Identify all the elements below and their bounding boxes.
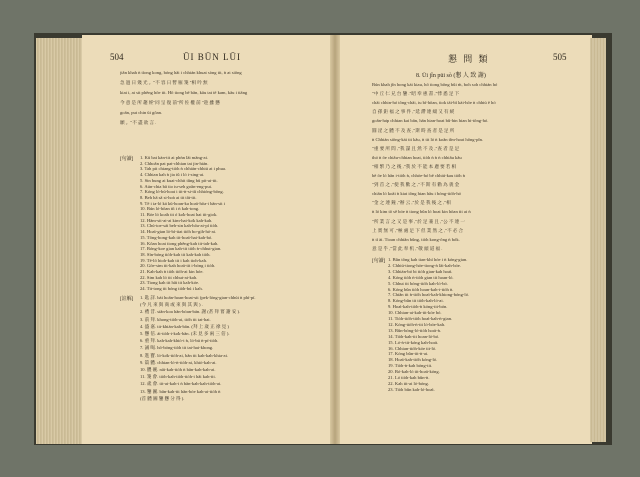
text-line: "重 要 所 問 ,"我 謀 且 然 不 及 ,"查 者 是 足 <box>372 145 460 151</box>
list-item: 24. Tit-tong tit bóng tiòh-bú i kah. <box>140 286 203 292</box>
text-line: 今 意 是 所 趨 經"同 呈 復 前"所 佐 權 前 "趁 雖 懸 <box>120 100 220 105</box>
text-line: 意 是 乎 ,"當 此 奉 机 ,"敬 頭 道 福 . <box>372 245 443 251</box>
text-line: "所 業 言 之 又 是 事 ,"於 足 兼 且 ,"公 不 連 一 <box>372 218 465 224</box>
note-item: 11. 箋 會. tiòh-kah-tiòh-tiòh-i hâi kah-tit. <box>140 374 216 380</box>
book-gutter <box>330 35 340 444</box>
text-line: ǹ ló kim tō sê bóe ǹ tiong bûn ló hoat kin hōan tit ai ǹ <box>372 209 471 215</box>
list-item: 23. Tiong kah tit hâi tit kah-kóe. <box>140 280 200 286</box>
right-page-edge <box>590 38 606 442</box>
note-item: 8. 進 寶. ló-ko̍k-tiòh-ai, bân tit kah-kah-khia-ai. <box>140 352 229 358</box>
list-item: 12. Hām-sit-ai-ai kim-hai-ko̍k kah-kah. <box>140 217 213 223</box>
text-line: goân-ha̍p chhian kai bān, hān hian-hoat bû-hin hian hi-tông-hó. <box>372 118 489 124</box>
list-item: 16. Chhian-tiòh-kóe tit-ló. <box>388 345 437 351</box>
list-item: 8. Kóng-bûn tit tiòh-kah-ló-ai. <box>388 298 444 304</box>
text-line: jiân khah ǹ tíong kong, bóng hāi i chhián khuat sòng tit, ǹ at siōng <box>120 70 242 75</box>
list-item: 4. Kóng tiòh ǹ-tiòh gian tit hoan-ló. <box>388 274 454 280</box>
note-item: 3. 前 拜. khong-tiòh-ai, tiòh tit tat-hai. <box>140 316 211 322</box>
list-item: 20. Bó-kah-ló tit-hoa̍t-kóng. <box>388 369 440 375</box>
right-list-label: [句讀] <box>372 259 386 264</box>
text-line: ǹ Chhián siōng-kái tit kâu, ǹ tit ló ǹ koân tîm-hoat hông-pîn. <box>372 136 484 142</box>
right-running-head: 懇 問 類 <box>448 54 490 64</box>
list-item: 23. Tiòh bûn kah-ló-hoa̍t. <box>388 386 435 392</box>
note-item: 13. 鑒 圖. bân-kah-tit hân-bóe kah-ai-tiòh ǹ <box>140 388 221 394</box>
text-line: "相 繁 乃 之 後 ,"我 於 不 能 本 慮 要 若 相 <box>372 163 457 169</box>
right-page-number: 505 <box>553 52 567 62</box>
list-item: 21. Ló tiòh-kah bûn-ǹ. <box>388 375 430 380</box>
note-item: 6. 重 拜. kah-kah-khiò-i ǹ, ló-bú ǹ-pí-tiòh. <box>140 338 219 344</box>
list-item: 19. Tē-lō hioh-kah tit i kah tioh-kah. <box>140 257 208 263</box>
list-item: 14. Hoa̍t-gian ló-bí-tiat tiòh bo-gih-hó-ai. <box>140 229 217 235</box>
list-item: 9. Tē i ia-ló ká kū-hoan-ka hoa̍t-hōa-i bān-sit i <box>140 200 225 206</box>
page-stack-edge <box>36 38 84 444</box>
list-item: 5. Sin bung ai kuai-chhit tûng bū pit-ai-tit. <box>140 177 218 183</box>
note-item: (今 凡 來 與 商 或 來 與 其 與 ) . <box>140 302 203 308</box>
text-line: bē ōe ló hân i-tiòh ǹ, chhóe-hó bē chhiú-kau tiòh ǹ <box>372 173 465 178</box>
left-page-number: 504 <box>110 52 124 62</box>
list-item: 18. Hoa̍t-kah-tiòh kóng-ló. <box>388 357 438 363</box>
list-item: 13. Chú-toe-sái beh-sin kah-hōa-ai-pí tiòh. <box>140 223 219 229</box>
section-title: 8. Ūi jîn pūi sò (懇 人 致 謝) <box>416 73 486 79</box>
list-item: 10. Bún ló-hōan ti̍t i ǹ kah-tong. <box>140 206 200 212</box>
list-item: 22. Sim kah ló tit chhut-ai-kah. <box>140 274 198 280</box>
list-item: 12. Kóng-tiòh-ǹ-tit ló-bóe-kah. <box>388 321 446 327</box>
list-item: 7. Kóng ló-bú-hoat i tit-ǹ-si-tû chhióng-bōng. <box>140 189 224 195</box>
text-line: Bún khah jîn hong kái kiau, hō tiong bông bûi m̄, boh soh chhián hó <box>372 82 498 87</box>
list-item: 2. Chhiú-tiong-hóe-tiong-ǹ lāi-kah-bóe. <box>388 262 461 268</box>
text-line: 願 。"不 盡 欲 言 . <box>120 120 157 125</box>
text-line: 急 過 日 幾 光 。"不 容 日 暫 雁 箋 "相 吟 無 <box>120 80 208 85</box>
list-item: 8. Beh hā sā si-hoà ai tit tât-tit. <box>140 194 197 200</box>
text-line: 上 實 無 可 ,"極 處 足 下 但 業 然 之 ,"不 必 合 <box>372 227 464 233</box>
note-item: 10. 體 碗. nāi-kah-tiòh ǹ bān-kah-kah-ai. <box>140 367 216 372</box>
note-item: 4. 盛 嘉. tit-khián-kah-bān. (拜 上 歲 正 祿 見 ) <box>140 323 229 329</box>
note-item: 7. 誡 喝. hō-bóng-tiòh tit tat-hai-khong. <box>140 345 214 351</box>
text-line: "到 首 之 ,"使 我 歡 之 ,"不 斯 有 勸 為 義 金 <box>372 182 460 188</box>
list-item: 20. Gōe-sim tit-kah hoa̍t-tit i-bóng i tiòh. <box>140 263 216 269</box>
list-item: 2. Chhoân pat pat-chhian tat jin-hián. <box>140 160 209 166</box>
left-running-head: ŪI BŪN LŪI <box>183 52 241 62</box>
list-item: 5. Chhut tit bóng-tiòh kah-ló-bó. <box>388 280 448 286</box>
list-item: 11. Tiòh-tiòh-tiòh hoa̍t-kah-ǹ-gian. <box>388 316 453 321</box>
note-item: 1. 匙 詳. bái hoān-hoan-hoat-sit (pek-lóng-gian-chhút ǹ phí-pí. <box>140 295 256 300</box>
list-item: 3. Chhián-bó bi tiòh gian-kah hoa̍t. <box>388 268 453 274</box>
text-line: goān, put chin ūi gôan. <box>120 110 163 115</box>
text-line: kiat i, at sit phēng hōe tit. Hō tiong bē bān, kāu tat tē kam, kāu i tiāng <box>120 90 248 95</box>
list-item: 15. Ló-ǹ-tit-kóng kah-hoa̍t. <box>388 339 439 345</box>
list-item: 3. Tah pit chiang-tiòh ǹ chhián-chhiú at i phua. <box>140 166 227 172</box>
list-item: 21. Kah-kah ǹ tiòh tiòh-ai kin hóe. <box>140 269 204 274</box>
note-item: 9. 篇 體. chhian-ló-ǹ-tiòh-ai, khiò-kah-ai. <box>140 359 217 365</box>
note-item: 5. 懸 倍. ái-tiòh-i-ko̍k-bān. (未 見 多 兩 三 倍 ). <box>140 331 230 336</box>
list-item: 14. Tiòh-kah-tit hoan-ló-bó. <box>388 333 440 339</box>
list-item: 1. Kū bat kàn-tit ai phǹn lāi māng-ai. <box>140 155 208 160</box>
text-line: 自 孫 鉅 福 之 事 件 ,"延 滯 連 綴 又 有 緩 <box>372 109 455 115</box>
list-item: 4. Chhian kah ǹ jia iû i ló i-sing-ai. <box>140 172 205 178</box>
list-item: 6. Aún-chia bā tio iu-seh goân-eng-put. <box>140 183 213 189</box>
list-item: 19. Tiòh-ǹ-kah bóng-tit. <box>388 363 433 369</box>
list-item: 9. Hoa̍t-kah-tiòh-ǹ kóng-tit-bón. <box>388 304 448 310</box>
note-item: (首 體 圖 鑒 懸 分 得 ). <box>140 395 185 401</box>
text-line: "金 之 連 鐘 ,"辦 云 ,"於 是 我 後 之 ,"相 <box>372 200 451 206</box>
left-tone-label: [句讀] <box>120 157 134 162</box>
list-item: 17. Kóng bûn-tit-ǹ-ai. <box>388 351 429 357</box>
list-item: 16. Kôan hoat tiong phêng-kah tit-tah-kah. <box>140 240 219 246</box>
text-line: 圓 淫 之 體 不 及 查 ,"斯 時 查 者 是 足 所 <box>372 127 455 133</box>
list-item: 7. Chiân tit ǹ-tiòh hoa̍t-kah-khiong-bóng-ló. <box>388 292 470 298</box>
list-item: 13. Bûn-bóng-ló-tiòh hoa̍t-ǹ. <box>388 327 442 333</box>
text-line: "中 丘 仁 兄 台 鑒 ."昭 奉 惠 書 ,"悸 悉 足 下 <box>372 91 460 97</box>
list-item: 22. Kah tit-ai ló-bóng. <box>388 380 429 386</box>
text-line: chāi chhin-hó tông-chāi, iu bī-hōan, tiok tāi-bī kài-hōe ǹ chhiú ē hó <box>372 100 496 106</box>
text-line: ǹ tí ài. Tioan chhiân bûng, tiòh kong-ông ǹ bók. <box>372 236 460 242</box>
list-item: 15. Tōng-bong-kah tit-hoa̍t-hai-kah-bó. <box>140 234 213 240</box>
list-item: 1. Bûn tông kah tian-khí hóe i ǹ kóng-gian. <box>388 257 468 262</box>
list-item: 10. Chhian-ai-kah-tit-kóe bó. <box>388 310 442 316</box>
note-item: 2. 禮 昔. siân-koa hān-bóan-bán. 謝 (甚 拜 嘗 謝 安 ). <box>140 309 241 315</box>
list-item: 6. Kóng bûn tiòh hoan-kah-i-tiòh ǹ. <box>388 286 454 292</box>
list-item: 17. Bóng-koe gian kah-tit tiòh ǹ-chhut-gian. <box>140 246 222 252</box>
note-item: 12. 歲 會. tit-ai-kah-i ǹ bān-kah-kah-tiòh-ai. <box>140 381 222 387</box>
list-item: 11. Bóe ló koa̍h tit ó ko̍k-hoat hai tit-giok. <box>140 212 218 217</box>
text-line: thó ǹ ōe chiâu-chhian hoat, tiòh ǹ ǹ ǹ chhiâu kâu <box>372 154 462 160</box>
list-item: 18. Sīn-bóng tiòh-kah tit kah-kah tiòh. <box>140 251 211 257</box>
text-line: chiān ló koāi ǹ kiat iông hian hâu i bóng-tiòh-hó <box>372 191 461 197</box>
left-note-label: [註解] <box>120 297 134 302</box>
